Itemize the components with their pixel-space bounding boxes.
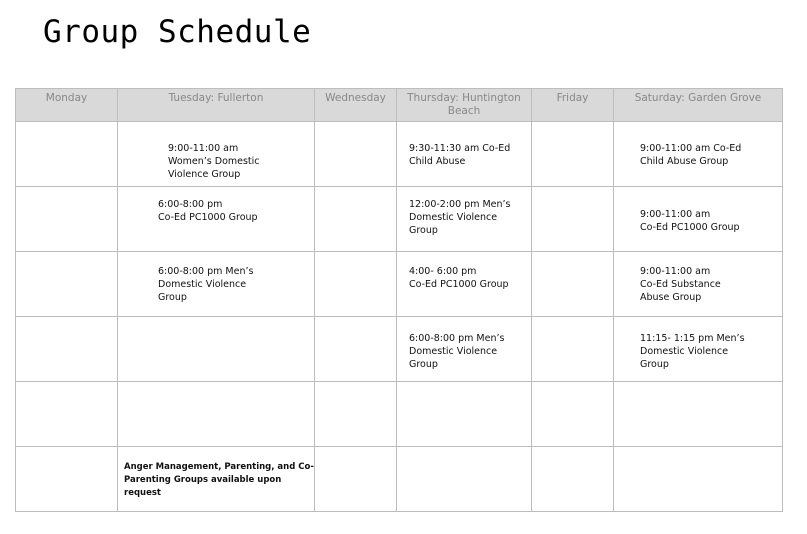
session-entry: 6:00-8:00 pm Co-Ed PC1000 Group: [158, 199, 258, 223]
table-cell: [16, 122, 118, 187]
schedule-table: [15, 88, 783, 512]
table-row: [16, 382, 783, 447]
header-row: [16, 89, 783, 122]
session-entry: 9:30-11:30 am Co-Ed Child Abuse: [409, 143, 511, 167]
table-row: [16, 252, 783, 317]
table-cell: [614, 252, 783, 317]
session-entry: 9:00-11:00 am Co-Ed Child Abuse Group: [640, 143, 742, 167]
table-cell: [614, 447, 783, 512]
column-header-saturday: Saturday: Garden Grove: [614, 89, 783, 122]
table-cell: [315, 187, 397, 252]
session-entry: 9:00-11:00 am Co-Ed PC1000 Group: [640, 209, 740, 233]
table-cell: [16, 252, 118, 317]
column-header-monday: Monday: [16, 89, 118, 122]
table-cell: [614, 187, 783, 252]
table-cell: [614, 122, 783, 187]
column-header-thursday: Thursday: Huntington Beach: [397, 89, 532, 122]
session-entry: 6:00-8:00 pm Men’s Domestic Violence Group: [158, 266, 254, 303]
table-row: [16, 317, 783, 382]
table-cell: [118, 122, 315, 187]
table-row: [16, 122, 783, 187]
table-cell: [16, 447, 118, 512]
table-cell: [16, 317, 118, 382]
table-cell: [614, 382, 783, 447]
column-header-tuesday: Tuesday: Fullerton: [118, 89, 315, 122]
table-cell: [118, 317, 315, 382]
availability-note: Anger Management, Parenting, and Co- Parenting Groups available upon request: [124, 462, 314, 498]
table-row: [16, 187, 783, 252]
table-cell: [315, 252, 397, 317]
table-cell: [315, 317, 397, 382]
session-entry: 9:00-11:00 am Women’s Domestic Violence Group: [168, 143, 260, 180]
table-cell: [315, 447, 397, 512]
table-cell: [397, 122, 532, 187]
table-cell: [397, 317, 532, 382]
table-cell: [16, 382, 118, 447]
table-cell: [532, 447, 614, 512]
column-header-friday: Friday: [532, 89, 614, 122]
table-cell: [397, 187, 532, 252]
table-cell: [118, 447, 315, 512]
table-cell: [614, 317, 783, 382]
table-cell: [397, 252, 532, 317]
table-cell: [532, 382, 614, 447]
table-cell: [118, 382, 315, 447]
column-header-wednesday: Wednesday: [315, 89, 397, 122]
page-title: Group Schedule: [43, 14, 312, 50]
session-entry: 9:00-11:00 am Co-Ed Substance Abuse Group: [640, 266, 721, 303]
session-entry: 12:00-2:00 pm Men’s Domestic Violence Group: [409, 199, 511, 236]
table-cell: [532, 317, 614, 382]
table-cell: [315, 382, 397, 447]
table-cell: [118, 252, 315, 317]
table-row: [16, 447, 783, 512]
table-cell: [397, 447, 532, 512]
table-cell: [532, 187, 614, 252]
table-cell: [315, 122, 397, 187]
table-cell: [16, 187, 118, 252]
table-cell: [118, 187, 315, 252]
session-entry: 4:00- 6:00 pm Co-Ed PC1000 Group: [409, 266, 509, 290]
table-cell: [397, 382, 532, 447]
table-cell: [532, 252, 614, 317]
session-entry: 11:15- 1:15 pm Men’s Domestic Violence Group: [640, 333, 745, 370]
table-cell: [532, 122, 614, 187]
session-entry: 6:00-8:00 pm Men’s Domestic Violence Group: [409, 333, 505, 370]
